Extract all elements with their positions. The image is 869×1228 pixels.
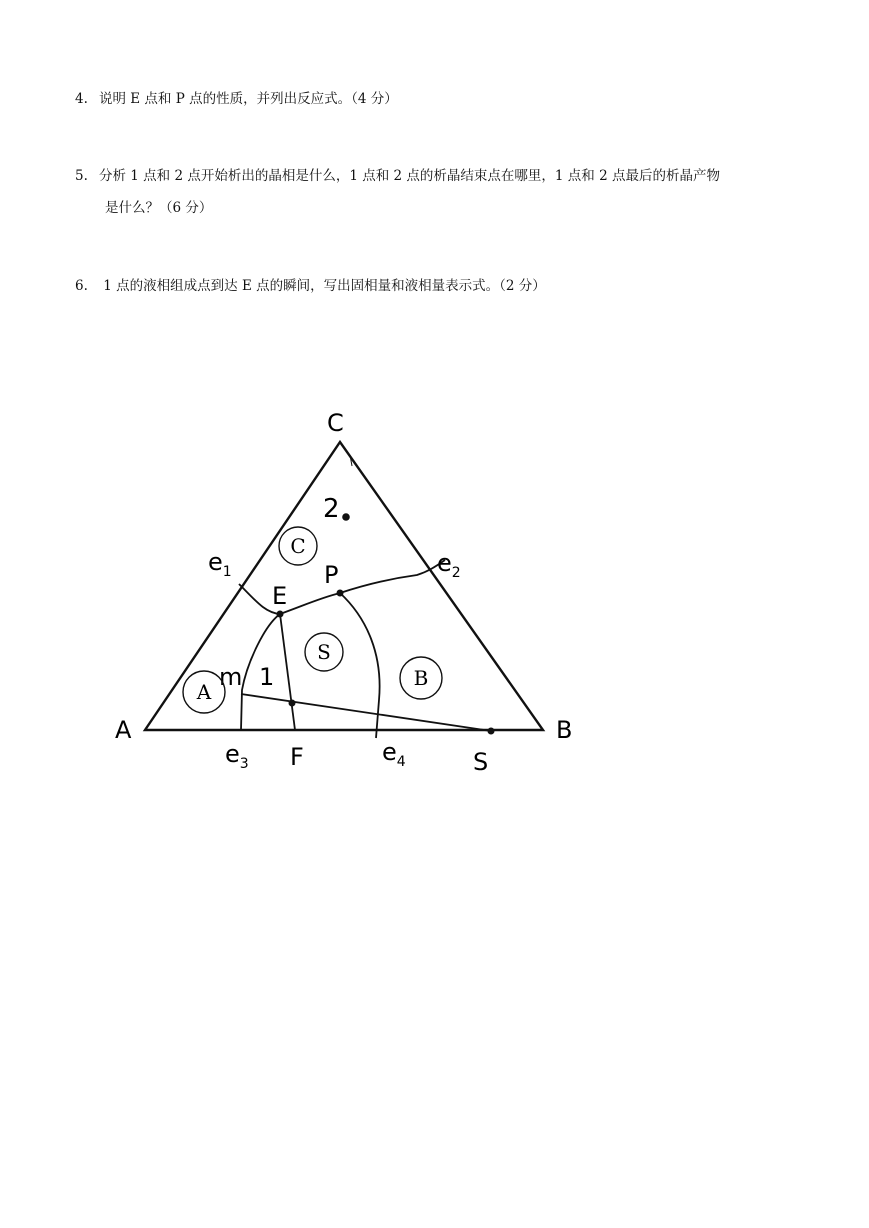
point-S-label: S bbox=[473, 748, 489, 776]
vertex-A-label: A bbox=[115, 716, 132, 744]
boundary-P-e4 bbox=[340, 593, 380, 738]
point-F-label: F bbox=[290, 743, 304, 771]
vertex-B-label: B bbox=[556, 716, 573, 744]
question-text: 1 点的液相组成点到达 E 点的瞬间，写出固相量和液相量表示式。（2 分） bbox=[99, 278, 546, 294]
point-S-dot bbox=[488, 728, 495, 735]
question-number: 5. bbox=[75, 168, 88, 184]
point-P-dot bbox=[337, 590, 344, 597]
field-A-label: A bbox=[196, 680, 212, 704]
point-e1-label: $e_1$ bbox=[208, 548, 232, 580]
point-2-label: 2 bbox=[323, 494, 340, 524]
field-B-label: B bbox=[413, 666, 429, 690]
ternary-phase-diagram bbox=[105, 400, 605, 790]
point-1-label: 1 bbox=[259, 663, 275, 691]
point-e2-label: $e_2$ bbox=[437, 549, 461, 581]
vertex-C-label: C bbox=[327, 409, 344, 437]
question-5-continuation: 是什么？（6 分） bbox=[105, 200, 213, 216]
point-2-dot bbox=[342, 513, 350, 521]
point-e3-label: $e_3$ bbox=[225, 740, 249, 772]
question-text: 说明 E 点和 P 点的性质，并列出反应式。（4 分） bbox=[99, 91, 398, 107]
point-e4-label: $e_4$ bbox=[382, 738, 406, 770]
point-E-dot bbox=[277, 611, 284, 618]
field-S-label: S bbox=[317, 640, 331, 664]
phase-diagram-svg bbox=[105, 400, 605, 790]
question-4 bbox=[75, 88, 398, 110]
point-m-label: m bbox=[219, 663, 243, 691]
point-E-label: E bbox=[272, 582, 288, 610]
question-number: 6. bbox=[75, 278, 88, 294]
question-6 bbox=[75, 275, 546, 297]
field-C-label: C bbox=[290, 534, 306, 558]
point-1-dot bbox=[289, 700, 296, 707]
point-P-label: P bbox=[324, 561, 339, 589]
boundary-P-e2 bbox=[340, 560, 445, 593]
join-m-S bbox=[241, 694, 491, 731]
question-text: 分析 1 点和 2 点开始析出的晶相是什么，1 点和 2 点的析晶结束点在哪里，1 点和 2 点最后的析晶产物 bbox=[99, 168, 720, 184]
question-5 bbox=[75, 165, 720, 187]
question-number: 4. bbox=[75, 91, 88, 107]
boundary-E-P bbox=[280, 593, 340, 614]
join-E-F bbox=[280, 614, 295, 730]
